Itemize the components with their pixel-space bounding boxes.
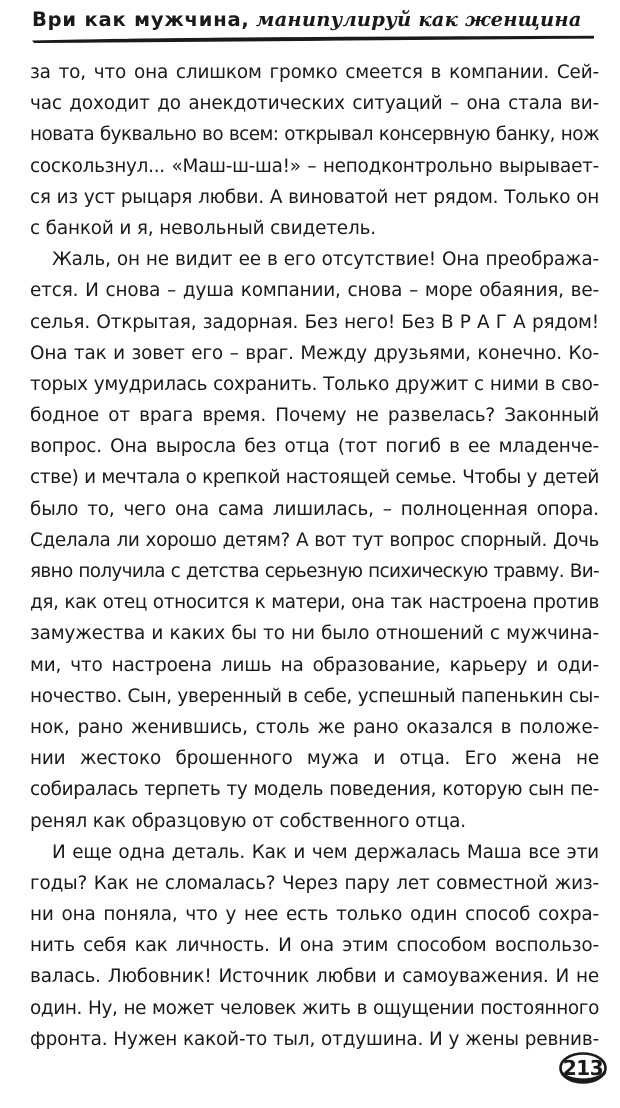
text-line: час доходит до анекдотических ситуаций – она стала ви- bbox=[30, 93, 599, 115]
text-line: собиралась терпеть ту модель поведения, которую сын пе- bbox=[30, 779, 599, 801]
header-title-plain: Ври как мужчина, bbox=[32, 8, 250, 31]
text-line: Она так и зовет его – враг. Между друзьями, конечно. Ко- bbox=[30, 342, 599, 364]
page-number-badge bbox=[558, 1051, 608, 1085]
text-line: нии жестоко брошенного мужа и отца. Его жена не bbox=[30, 748, 599, 770]
text-line: ночество. Сын, уверенный в себе, успешный папенькин сы- bbox=[30, 685, 600, 707]
text-line: ни она поняла, что у нее есть только один способ сохра- bbox=[30, 904, 599, 926]
text-line: ми, что настроена лишь на образование, карьеру и оди- bbox=[30, 654, 599, 676]
text-line: годы? Как не сломалась? Через пару лет совместной жиз- bbox=[30, 872, 599, 894]
text-line: явно получила с детства серьезную психическую травму. Ви- bbox=[30, 561, 599, 582]
header-title-script: манипулируй как женщина bbox=[255, 8, 582, 31]
text-line: нок, рано женившись, столь же рано оказался в положе- bbox=[30, 716, 599, 738]
text-line: И еще одна деталь. Как и чем держалась Маша все эти bbox=[52, 841, 599, 863]
text-line: Сделала ли хорошо детям? А вот тут вопрос спорный. Дочь bbox=[30, 529, 599, 551]
text-line: один. Ну, не может человек жить в ощущении постоянного bbox=[30, 997, 599, 1019]
text-line: было то, чего она сама лишилась, – полноценная опора. bbox=[30, 498, 599, 520]
text-line: вопрос. Она выросла без отца (тот погиб в ее младенче- bbox=[30, 436, 599, 458]
text-line: бодное от врага время. Почему не развелась? Законный bbox=[30, 405, 599, 427]
header-brush-rule bbox=[30, 34, 596, 44]
text-line: дя, как отец относится к матери, она так настроена против bbox=[30, 592, 599, 614]
text-line: ется. И снова – душа компании, снова – море обаяния, ве- bbox=[30, 280, 599, 302]
text-line: фронта. Нужен какой-то тыл, отдушина. И у жены ревнив- bbox=[30, 1028, 599, 1050]
text-line: стве) и мечтала о крепкой настоящей семье. Чтобы у детей bbox=[30, 467, 599, 489]
running-header bbox=[30, 4, 596, 48]
text-line: новата буквально во всем: открывал консервную банку, нож bbox=[30, 124, 599, 146]
running-header-title bbox=[32, 8, 598, 32]
text-line: с банкой и я, невольный свидетель. bbox=[30, 217, 376, 239]
text-line: соскользнул... «Маш-ш-ша!» – неподконтрольно вырывает- bbox=[30, 155, 599, 177]
text-line: Жаль, он не видит ее в его отсутствие! Она преобража- bbox=[52, 249, 599, 271]
text-line: валась. Любовник! Источник любви и самоуважения. И не bbox=[30, 966, 599, 988]
page-number: 213 bbox=[562, 1056, 604, 1080]
text-line: нить себя как личность. И она этим способом воспользо- bbox=[30, 935, 599, 957]
text-line: замужества и каких бы то ни было отношений с мужчина- bbox=[30, 623, 599, 645]
text-line: торых умудрилась сохранить. Только дружит с ними в сво- bbox=[30, 373, 599, 395]
text-line: за то, что она слишком громко смеется в компании. Сей- bbox=[30, 62, 599, 83]
text-line: селья. Открытая, задорная. Без него! Без В Р А Г А рядом! bbox=[30, 311, 599, 333]
text-line: ренял как образцовую от собственного отца. bbox=[30, 810, 466, 832]
body-text bbox=[30, 57, 599, 1055]
text-line: ся из уст рыцаря любви. А виноватой нет рядом. Только он bbox=[30, 186, 599, 208]
